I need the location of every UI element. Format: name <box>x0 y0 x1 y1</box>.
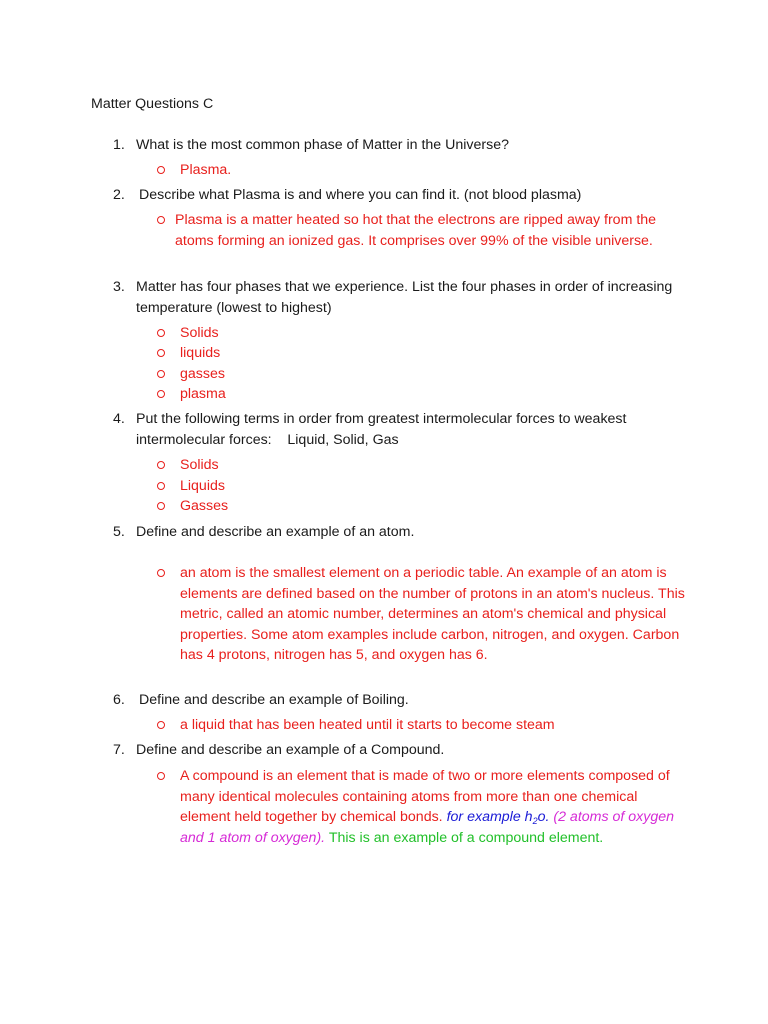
bullet-circle-icon <box>157 461 165 469</box>
bullet-circle-icon <box>157 721 165 729</box>
bullet-circle-icon <box>157 482 165 490</box>
bullet-circle-icon <box>157 502 165 510</box>
bullet-circle-icon <box>157 329 165 337</box>
answer-red-text: A compound is an element that is made of two or more elements composed of many identical molecules containing atoms from more than one chemical element held together by chemical bonds. <box>180 768 670 825</box>
bullet-circle-icon <box>157 390 165 398</box>
question-number: 2. <box>113 187 125 203</box>
bullet-circle-icon <box>157 569 165 577</box>
bullet-circle-icon <box>157 166 165 174</box>
answer-text: gasses <box>180 366 225 382</box>
bullet-circle-icon <box>157 216 165 224</box>
question-number: 1. <box>113 137 125 153</box>
question-number: 7. <box>113 742 125 758</box>
bullet-circle-icon <box>157 772 165 780</box>
answer-text: Liquids <box>180 478 225 494</box>
answer-text: Plasma is a matter heated so hot that the electrons are ripped away from the atoms forming an ionized gas. It comprises over 99% of the visible universe. <box>175 212 657 249</box>
question-text: Describe what Plasma is and where you can find it. (not blood plasma) <box>139 187 582 203</box>
answer-text: a liquid that has been heated until it starts to become steam <box>180 717 555 733</box>
answer-text <box>180 766 690 848</box>
answer-text: Solids <box>180 325 219 341</box>
answer-text: Plasma. <box>180 162 232 178</box>
bullet-circle-icon <box>157 370 165 378</box>
question-number: 5. <box>113 524 125 540</box>
answer-magenta-text: (2 atoms of oxygen and 1 atom of oxygen). <box>180 809 675 846</box>
answer-text: Solids <box>180 457 219 473</box>
question-text: Put the following terms in order from greatest intermolecular forces to weakest intermolecular forces: Liquid, Solid, Gas <box>136 411 631 448</box>
question-text: Define and describe an example of Boiling. <box>139 692 409 708</box>
answer-green-text: This is an example of a compound element. <box>328 829 604 846</box>
bullet-circle-icon <box>157 349 165 357</box>
question-text: Define and describe an example of a Compound. <box>136 742 445 758</box>
answer-text: liquids <box>180 345 221 361</box>
question-text: Define and describe an example of an atom. <box>136 524 415 540</box>
question-text: What is the most common phase of Matter in the Universe? <box>136 137 509 153</box>
subscript: 2 <box>532 816 538 826</box>
question-number: 4. <box>113 411 125 427</box>
answer-blue-text: for example $h_2o$. <box>446 809 550 826</box>
question-number: 3. <box>113 279 125 295</box>
answer-text: Gasses <box>180 498 229 514</box>
answer-text: plasma <box>180 386 226 402</box>
question-number: 6. <box>113 692 125 708</box>
doc-title: Matter Questions C <box>91 96 214 112</box>
question-text: Matter has four phases that we experience. List the four phases in order of increasing temperature (lowest to highest) <box>136 279 673 316</box>
answer-text: an atom is the smallest element on a periodic table. An example of an atom is elements are defined based on the number of protons in an atom's nucleus. This metric, called an atomic number, determines an atom's chemical and physical properties. Some atom examples include carbon, nitrogen, and oxygen. Carbon has 4 protons, nitrogen has 5, and oxygen has 6. <box>180 565 685 663</box>
